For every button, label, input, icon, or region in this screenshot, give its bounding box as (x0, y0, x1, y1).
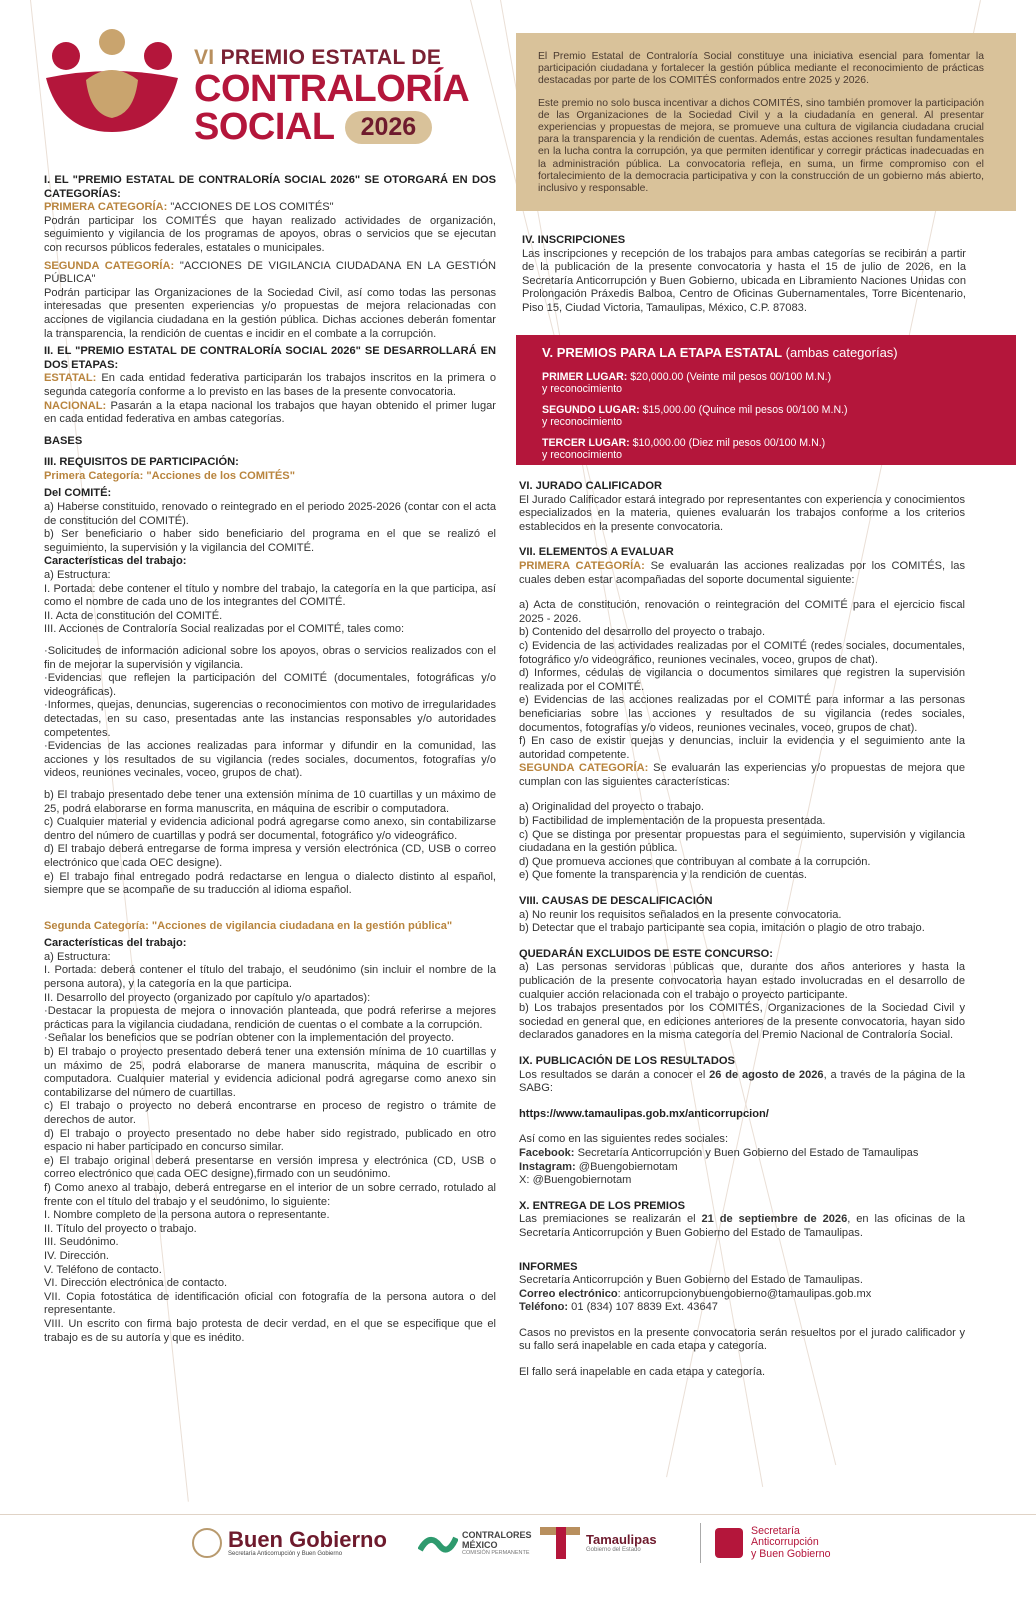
bullet-item: ·Informes, quejas, denuncias, sugerencias o reconocimientos con motivo de irregularidades detectadas, en su caso, presentadas ante las instancias responsables y/o autoridades competentes. (44, 699, 496, 739)
list-item: IV. Dirección. (44, 1249, 109, 1262)
left-column (44, 174, 496, 1345)
footer (0, 1514, 1036, 1600)
list-item: a) Estructura: (44, 950, 111, 963)
section-heading: INFORMES (519, 1260, 578, 1273)
section-heading: X. ENTREGA DE LOS PREMIOS (519, 1199, 686, 1212)
list-item: b) El trabajo o proyecto presentado deberá tener una extensión mínima de 10 cuartillas y un máximo de 25, podrá elaborarse de manera manuscrita, máquina de escribir o computadora. Cualquier material y evidencia adicional podrá agregarse como anexo sin contabilizarse del número de cuartillas. (44, 1046, 496, 1099)
results-url-link[interactable]: https://www.tamaulipas.gob.mx/anticorrupcion/ (519, 1107, 769, 1120)
intro-paragraph: El Premio Estatal de Contraloría Social constituye una iniciativa esencial para fomentar la participación ciudadana y fortalecer la gestión pública mediante el reconocimiento de prácticas destacadas por parte de los COMITÉS conformados entre 2025 y 2026. (538, 51, 984, 87)
list-item: e) Que fomente la transparencia y la rendición de cuentas. (519, 869, 807, 882)
list-item: c) Evidencia de las actividades realizadas por el COMITÉ (redes sociales, documentales, fotográfico y/o videográfico, reuniones vecinales, voceo, grupos de chat). (519, 639, 965, 666)
section-heading: VIII. CAUSAS DE DESCALIFICACIÓN (519, 895, 713, 908)
list-item: VIII. Un escrito con firma bajo protesta de decir verdad, en el que se especifique que el trabajo es de su autoría y que es inédito. (44, 1317, 496, 1344)
list-item: c) Que se distinga por presentar propuestas para el seguimiento, supervisión y vigilancia ciudadana en la gestión pública. (519, 828, 965, 855)
tamaulipas-logo: Tamaulipas Gobierno del Estado (540, 1523, 657, 1563)
contraloria-social-logo (44, 24, 180, 134)
paragraph: NACIONAL: Pasarán a la etapa nacional los trabajos que hayan obtenido el primer lugar en cada entidad federativa en ambas categorías. (44, 399, 496, 426)
list-item: I. Portada: debe contener el título y nombre del trabajo, la categoría en la que participa, así como el nombre de cada uno de los integrantes del COMITÉ. (44, 582, 496, 609)
bullet-item: ·Solicitudes de información adicional sobre los apoyos, obras o servicios realizados con el fin de mejorar la supervisión y vigilancia. (44, 645, 496, 671)
section-heading: VI. JURADO CALIFICADOR (519, 480, 662, 492)
contact-phone: Teléfono: 01 (834) 107 8839 Ext. 43647 (519, 1301, 718, 1314)
bullet-item: ·Evidencias que reflejen la participación del COMITÉ (documentales, fotográficas y/o videográficas). (44, 672, 496, 698)
contralores-icon (418, 1528, 458, 1558)
paragraph: Secretaría Anticorrupción y Buen Gobierno del Estado de Tamaulipas. (519, 1274, 863, 1287)
bullet-item: ·Evidencias de las acciones realizadas para informar y difundir en la comunidad, las acciones y los resultados de su vigilancia (redes sociales, documentos, fotografías y/o videos, reuniones vecinales, voceo, grupos de chat). (44, 740, 496, 780)
list-item: e) Evidencias de las acciones realizadas por el COMITÉ para informar a las personas beneficiarias sobre las acciones y resultados de su vigilancia (redes sociales, documentos, fotografías y/o videos, reuniones vecinales, voceo, grupos de chat). (519, 694, 965, 734)
paragraph: El fallo será inapelable en cada etapa y categoría. (519, 1366, 766, 1379)
title-line-3: SOCIAL (194, 106, 335, 148)
paragraph: SEGUNDA CATEGORÍA: Se evaluarán las experiencias y/o propuestas de mejora que cumplan con las siguientes características: (519, 762, 965, 788)
paragraph: Podrán participar las Organizaciones de la Sociedad Civil, así como todas las personas interesadas que presenten experiencias y/o propuestas de mejora relacionadas con acciones de vigilancia ciudadana en la gestión pública. Dichas acciones deberán fomentar la transparencia, la rendición de cuentas e incidir en el combate a la corrupción. (44, 286, 496, 340)
category-line: PRIMERA CATEGORÍA: "ACCIONES DE LOS COMITÉS" (44, 201, 334, 214)
section-heading: III. REQUISITOS DE PARTICIPACIÓN: (44, 456, 239, 469)
social-instagram: Instagram: @Buengobiernotam (519, 1160, 678, 1173)
paragraph: Podrán participar los COMITÉS que hayan realizado actividades de organización, seguimiento y vigilancia de los programas de apoyos, obras o servicios que se ejecutan con recursos públicos federales, estatales o municipales. (44, 214, 496, 254)
list-item: a) Haberse constituido, renovado o reintegrado en el periodo 2025-2026 (contar con el acta de constitución del COMITÉ). (44, 501, 496, 527)
intro-paragraph: Este premio no solo busca incentivar a dichos COMITÉS, sino también promover la participación de las Organizaciones de la Sociedad Civil y a la ciudadanía en general. Al presentar experiencias y propuestas de mejora, se promueve una cultura de vigilancia ciudadana crucial para la transparencia y la rendición de cuentas. Además, estas acciones resultan fundamentales en la lucha contra la corrupción, ya que permiten identificar y corregir prácticas inadecuadas en la administración pública. La convocatoria refleja, en suma, un firme compromiso con el fortalecimiento de la democracia participativa y con la construcción de un gobierno más abierto, inclusivo y responsable. (538, 97, 984, 195)
subheading: Del COMITÉ: (44, 487, 112, 500)
bases-heading: BASES (44, 434, 83, 447)
list-item: I. Portada: deberá contener el título del trabajo, el seudónimo (sin incluir el nombre de la persona autora), y la categoría en la que participa. (44, 964, 496, 991)
contact-email: Correo electrónico: anticorrupcionybuengobierno@tamaulipas.gob.mx (519, 1287, 872, 1300)
list-item: e) El trabajo original deberá presentarse en versión impresa y electrónica (CD, USB o correo electrónico que cada OEC designe),firmado con un seudónimo. (44, 1154, 496, 1181)
list-item: VI. Dirección electrónica de contacto. (44, 1277, 228, 1290)
prize-item: PRIMER LUGAR: $20,000.00 (Veinte mil pesos 00/100 M.N.) y reconocimiento (542, 371, 832, 395)
list-item: f) En caso de existir quejas y denuncias, incluir la evidencia y el seguimiento ante la autoridad competente. (519, 735, 965, 761)
paragraph: Los resultados se darán a conocer el 26 de agosto de 2026, a través de la página de la SABG: (519, 1068, 965, 1095)
category-line: SEGUNDA CATEGORÍA: "ACCIONES DE VIGILANCIA CIUDADANA EN LA GESTIÓN PÚBLICA" (44, 259, 496, 286)
paragraph: Las inscripciones y recepción de los trabajos para ambas categorías se recibirán a partir de la publicación de la presente convocatoria y hasta el 15 de julio de 2026, en la Secretaría Anticorrupción y Buen Gobierno, ubicada en Libramiento Naciones Unidas con Prolongación Práxedis Balboa, Centro de Oficinas Gubernamentales, Torre Bicentenario, Piso 15, Ciudad Victoria, Tamaulipas, México, C.P. 87083. (522, 247, 966, 314)
section-heading: II. EL "PREMIO ESTATAL DE CONTRALORÍA SOCIAL 2026" SE DESARROLLARÁ EN DOS ETAPAS: (44, 345, 496, 371)
list-item: a) Acta de constitución, renovación o reintegración del COMITÉ para el ejercicio fiscal 2025 - 2026. (519, 599, 965, 625)
section-heading: I. EL "PREMIO ESTATAL DE CONTRALORÍA SOCIAL 2026" SE OTORGARÁ EN DOS CATEGORÍAS: (44, 174, 496, 200)
list-item: d) El trabajo deberá entregarse de forma impresa y versión electrónica (CD, USB o correo electrónico que cada OEC designe). (44, 843, 496, 869)
title-line-1: VI PREMIO ESTATAL DE (194, 46, 442, 69)
paragraph: Así como en las siguientes redes sociales: (519, 1133, 729, 1146)
title-line-2: CONTRALORÍA (194, 68, 470, 110)
secretaria-icon (715, 1528, 743, 1558)
list-item: c) El trabajo o proyecto no deberá encontrarse en proceso de registro o trámite de derechos de autor. (44, 1100, 496, 1126)
list-item: b) Ser beneficiario o haber sido beneficiario del programa en el que se realizó el seguimiento, la supervisión y la vigilancia del COMITÉ. (44, 528, 496, 554)
tamaulipas-icon (540, 1525, 580, 1561)
section-heading: IV. INSCRIPCIONES (522, 234, 626, 246)
list-item: d) Que promueva acciones que contribuyan al combate a la corrupción. (519, 855, 871, 868)
prizes-heading: V. PREMIOS PARA LA ETAPA ESTATAL (ambas categorías) (542, 345, 898, 360)
list-item: d) Informes, cédulas de vigilancia o documentos similares que registren la supervisión realizada por el COMITÉ. (519, 667, 965, 693)
prizes-box (516, 335, 1016, 465)
bullet-item: ·Señalar los beneficios que se podrían obtener con la implementación del proyecto. (44, 1032, 455, 1045)
list-item: III. Acciones de Contraloría Social realizadas por el COMITÉ, tales como: (44, 623, 405, 636)
social-x: X: @Buengobiernotam (519, 1174, 632, 1187)
page-title (194, 46, 504, 146)
prize-item: SEGUNDO LUGAR: $15,000.00 (Quince mil pesos 00/100 M.N.) y reconocimiento (542, 404, 848, 428)
paragraph: Casos no previstos en la presente convocatoria serán resueltos por el jurado calificador y su fallo será inapelable en cada etapa y categoría. (519, 1326, 965, 1353)
list-item: II. Acta de constitución del COMITÉ. (44, 609, 223, 622)
paragraph: ESTATAL: En cada entidad federativa participarán los trabajos inscritos en la primera o segunda categoría conforme a lo previsto en las bases de la presente convocatoria. (44, 372, 496, 398)
subheading: Características del trabajo: (44, 937, 187, 950)
list-item: b) Contenido del desarrollo del proyecto o trabajo. (519, 626, 766, 639)
list-item: II. Título del proyecto o trabajo. (44, 1222, 197, 1235)
year-badge: 2026 (345, 111, 433, 144)
right-column-bottom (519, 480, 965, 1380)
prize-item: TERCER LUGAR: $10,000.00 (Diez mil pesos 00/100 M.N.) y reconocimiento (542, 437, 826, 461)
list-item: e) El trabajo final entregado podrá redactarse en lengua o dialecto distinto al español, siempre que se acompañe de su traducción al idioma español. (44, 870, 496, 897)
buen-gobierno-logo: Buen Gobierno Secretaría Anticorrupción y Buen Gobierno (192, 1523, 387, 1563)
section-heading: VII. ELEMENTOS A EVALUAR (519, 546, 674, 559)
list-item: c) Cualquier material y evidencia adicional podrá agregarse como anexo, sin contabilizarse dentro del número de cuartillas y podrá ser documental, fotográfico y/o videográfico. (44, 816, 496, 842)
list-item: V. Teléfono de contacto. (44, 1263, 162, 1276)
list-item: a) Originalidad del proyecto o trabajo. (519, 801, 705, 814)
secretaria-logo: Secretaría Anticorrupción y Buen Gobierno (700, 1523, 831, 1563)
list-item: b) Detectar que el trabajo participante sea copia, imitación o plagio de otro trabajo. (519, 922, 925, 935)
list-item: a) No reunir los requisitos señalados en la presente convocatoria. (519, 908, 842, 921)
list-item: VII. Copia fotostática de identificación oficial con fotografía de la persona autora o del representante. (44, 1290, 496, 1317)
paragraph: Las premiaciones se realizarán el 21 de septiembre de 2026, en las oficinas de la Secretaría Anticorrupción y Buen Gobierno del Estado de Tamaulipas. (519, 1213, 965, 1239)
divider (700, 1523, 701, 1563)
list-item: b) Los trabajos presentados por los COMITÉS, Organizaciones de la Sociedad Civil y sociedad en general que, en ediciones anteriores de la presente convocatoria, hayan sido declarados ganadores en la misma categoría del Premio Nacional de Contraloría Social. (519, 1002, 965, 1042)
section-heading: IX. PUBLICACIÓN DE LOS RESULTADOS (519, 1054, 735, 1067)
list-item: II. Desarrollo del proyecto (organizado por capítulo y/o apartados): (44, 991, 371, 1004)
right-column-top (522, 234, 966, 316)
contralores-mexico-logo: CONTRALORES MÉXICO COMISIÓN PERMANENTE (418, 1523, 532, 1563)
category-title: Segunda Categoría: "Acciones de vigilancia ciudadana en la gestión pública" (44, 919, 453, 932)
list-item: b) Factibilidad de implementación de la propuesta presentada. (519, 815, 826, 828)
list-item: d) El trabajo o proyecto presentado no debe haber sido registrado, publicado en otro espacio ni haber participado en concurso similar. (44, 1127, 496, 1154)
paragraph: El Jurado Calificador estará integrado por representantes con experiencia y conocimientos especializados en la materia, quienes evaluarán los trabajos conforme a los criterios establecidos en la presente convocatoria. (519, 493, 965, 533)
seal-icon (192, 1528, 222, 1558)
list-item: I. Nombre completo de la persona autora o representante. (44, 1209, 330, 1222)
list-item: f) Como anexo al trabajo, deberá entregarse en el interior de un sobre cerrado, rotulado al frente con el título del trabajo y el seudónimo, lo siguiente: (44, 1181, 496, 1208)
section-heading: QUEDARÁN EXCLUIDOS DE ESTE CONCURSO: (519, 947, 773, 960)
bullet-item: ·Destacar la propuesta de mejora o innovación planteada, que podrá referirse a mejores prácticas para la vigilancia ciudadana, rendición de cuentas o el combate a la corrupción. (44, 1005, 496, 1031)
intro-box (516, 33, 1016, 211)
list-item: b) El trabajo presentado debe tener una extensión mínima de 10 cuartillas y un máximo de 25, podrá elaborarse en forma manuscrita, en máquina de escribir o computadora. (44, 788, 496, 815)
category-title: Primera Categoría: "Acciones de los COMITÉS" (44, 469, 295, 482)
list-item: III. Seudónimo. (44, 1236, 119, 1249)
paragraph: PRIMERA CATEGORÍA: Se evaluarán las acciones realizadas por los COMITÉS, las cuales deben estar acompañadas del soporte documental siguiente: (519, 559, 965, 586)
social-facebook: Facebook: Secretaría Anticorrupción y Buen Gobierno del Estado de Tamaulipas (519, 1146, 919, 1159)
subheading: Características del trabajo: (44, 555, 187, 568)
list-item: a) Las personas servidoras públicas que, durante dos años anteriores y hasta la publicación de la presente convocatoria hayan estado involucradas en el desarrollo de cualquier acción relacionada con el trabajo o proyecto participante. (519, 961, 965, 1001)
list-item: a) Estructura: (44, 569, 111, 582)
